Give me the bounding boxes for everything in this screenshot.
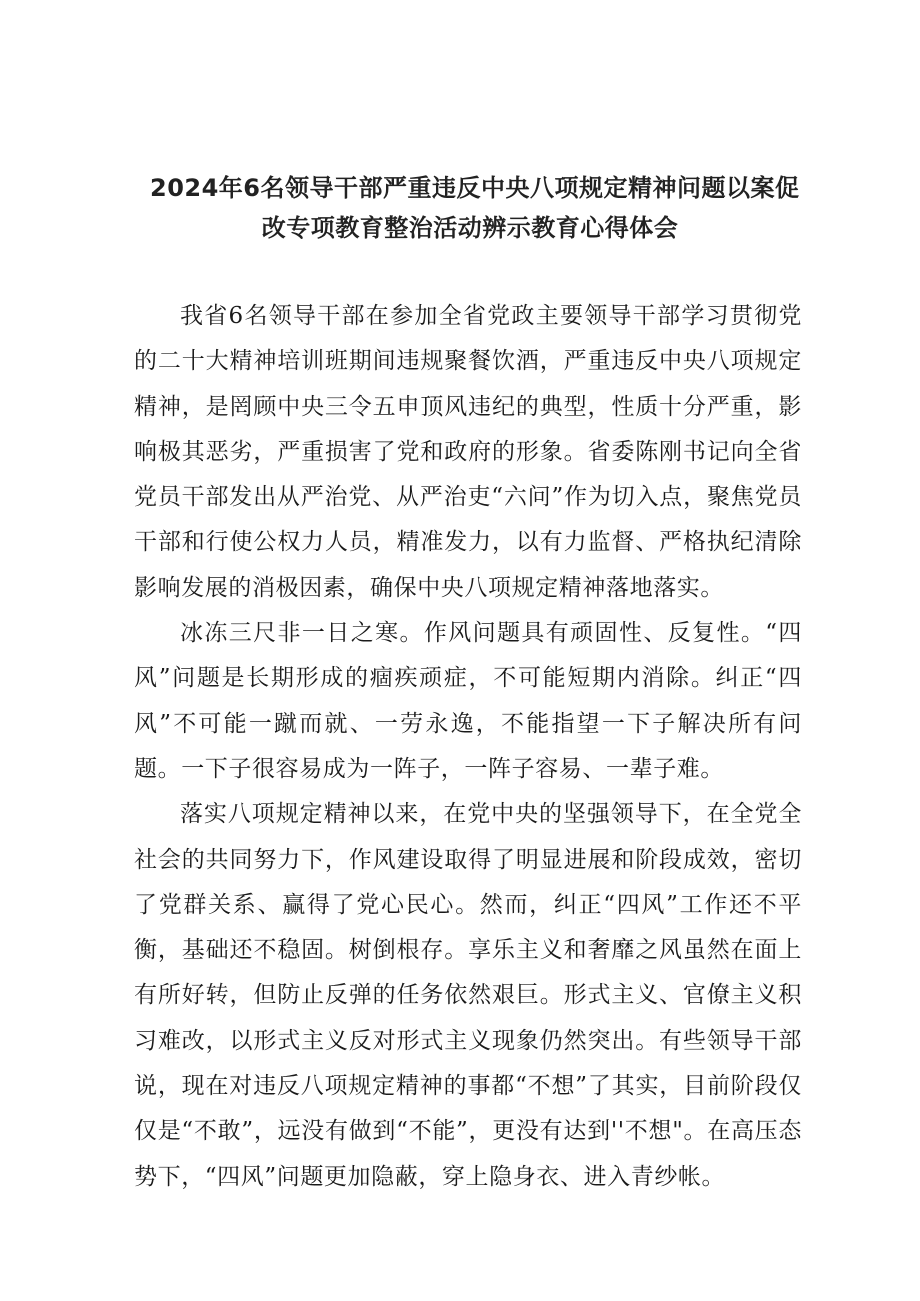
document-title	[150, 168, 800, 248]
paragraph-1: 我省6名领导干部在参加全省党政主要领导干部学习贯彻党的二十大精神培训班期间违规聚餐饮酒，严重违反中央八项规定精神，是罔顾中央三令五申顶风违纪的典型，性质十分严重，影响极其恶劣，严重损害了党和政府的形象。省委陈刚书记向全省党员干部发出从严治党、从严治吏“六问”作为切入点，聚焦党员干部和行使公权力人员，精准发力，以有力监督、严格执纪清除影响发展的消极因素，确保中央八项规定精神落地落实。	[134, 303, 802, 601]
paragraph-3: 落实八项规定精神以来，在党中央的坚强领导下，在全党全社会的共同努力下，作风建设取得了明显进展和阶段成效，密切了党群关系、赢得了党心民心。然而，纠正“四风”工作还不平衡，基础还不稳固。树倒根存。享乐主义和奢靡之风虽然在面上有所好转，但防止反弹的任务依然艰巨。形式主义、官僚主义积习难改，以形式主义反对形式主义现象仍然突出。有些领导干部说，现在对违反八项规定精神的事都“不想”了其实，目前阶段仅仅是“不敢”，远没有做到“不能”，更没有达到''不想"。在高压态势下，“四风”问题更加隐蔽，穿上隐身衣、进入青纱帐。	[134, 801, 802, 1190]
paragraph-2: 冰冻三尺非一日之寒。作风问题具有顽固性、反复性。“四风”问题是长期形成的痼疾顽症，不可能短期内消除。纠正“四风”不可能一蹴而就、一劳永逸，不能指望一下子解决所有问题。一下子很容易成为一阵子，一阵子容易、一辈子难。	[134, 620, 802, 782]
title-line-2: 改专项教育整治活动辨示教育心得体会	[261, 214, 679, 242]
document-body	[134, 294, 802, 1200]
title-line-1: 2024年6名领导干部严重违反中央八项规定精神问题以案促	[150, 174, 800, 202]
